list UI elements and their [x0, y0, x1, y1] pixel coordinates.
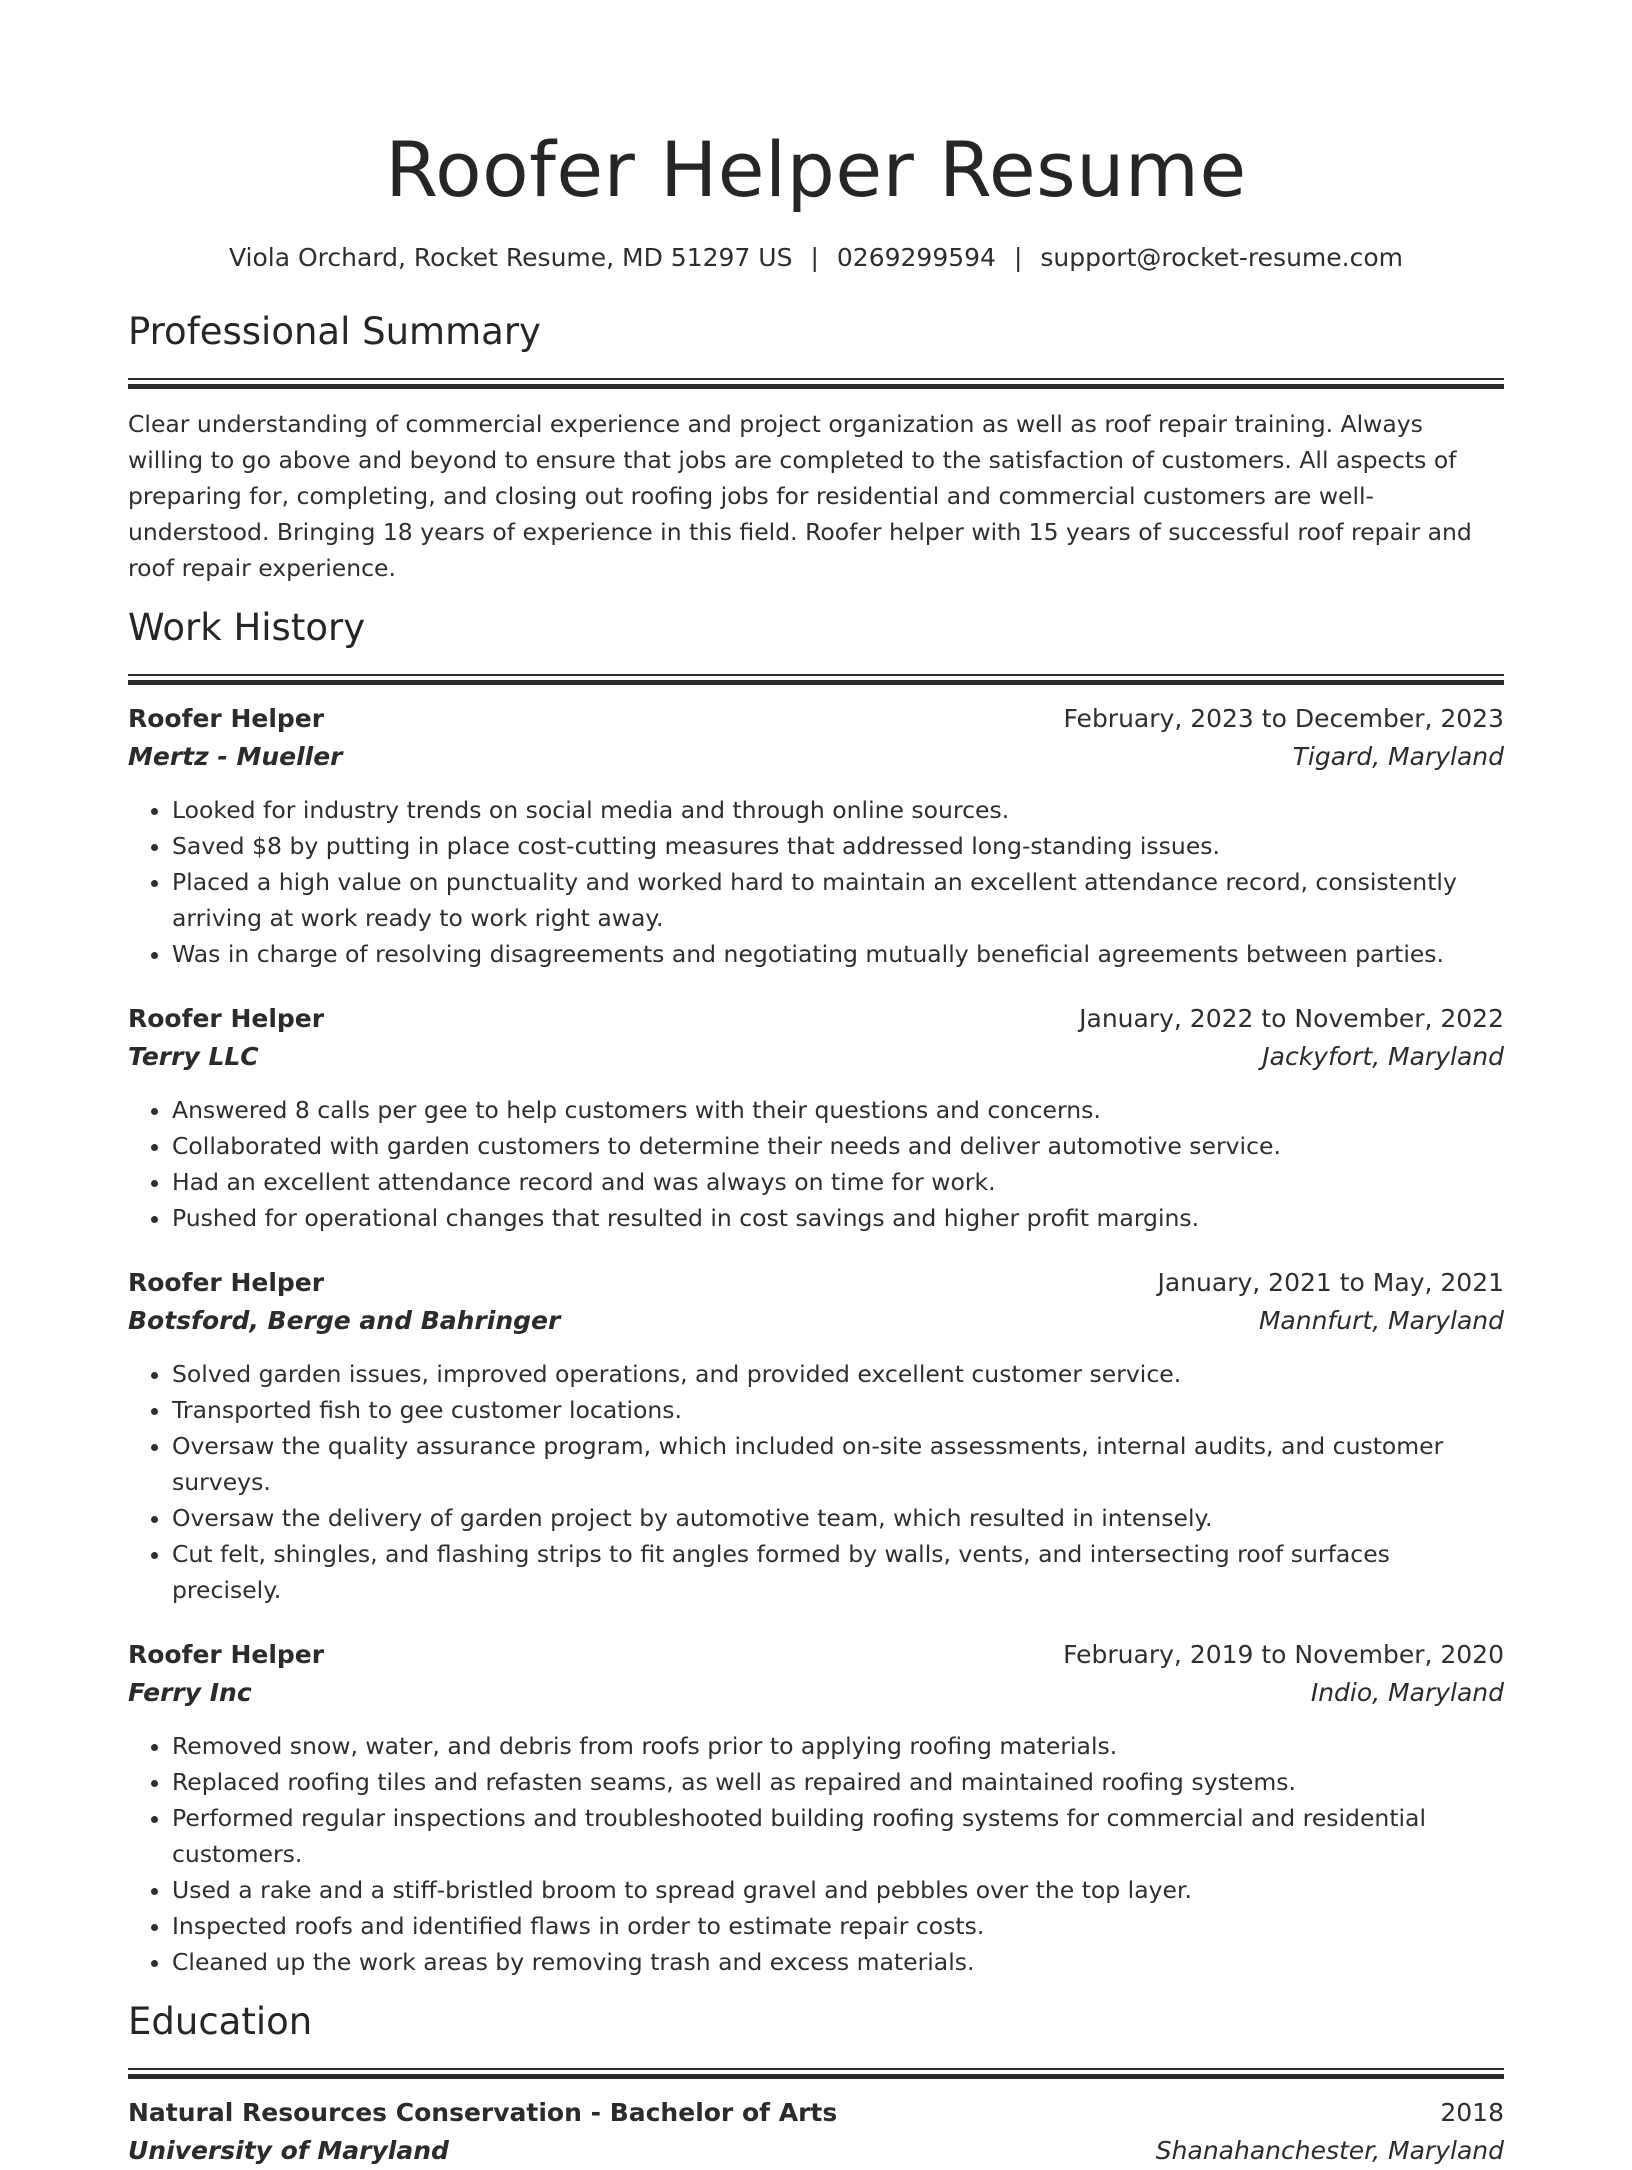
list-item: • Inspected roofs and identified flaws in order to estimate repair costs. — [172, 1908, 1504, 1944]
list-item: • Oversaw the delivery of garden project by automotive team, which resulted in intensely. — [172, 1500, 1504, 1536]
job-location: Jackyfort, Maryland — [1262, 1042, 1504, 1071]
job-bullets — [128, 1728, 1504, 1980]
job-company: Botsford, Berge and Bahringer — [128, 1306, 561, 1335]
section-heading-work: Work History — [128, 606, 366, 649]
summary-section — [128, 308, 1504, 586]
contact-line — [128, 238, 1504, 278]
education-year: 2018 — [1440, 2098, 1504, 2127]
contact-separator: | — [810, 243, 819, 272]
list-item: • Removed snow, water, and debris from roofs prior to applying roofing materials. — [172, 1728, 1504, 1764]
section-divider — [128, 378, 1504, 388]
job-dates: February, 2019 to November, 2020 — [1063, 1640, 1504, 1669]
work-history-section — [128, 604, 1504, 1980]
list-item: • Performed regular inspections and troubleshooted building roofing systems for commercial and residential customers. — [172, 1800, 1504, 1872]
list-item: • Oversaw the quality assurance program, which included on-site assessments, internal audits, and customer surveys. — [172, 1428, 1504, 1500]
section-heading-education: Education — [128, 2000, 313, 2043]
job-title: Roofer Helper — [128, 704, 325, 733]
education-entry — [128, 2094, 1504, 2170]
resume-page — [128, 0, 1504, 2170]
job-dates: February, 2023 to December, 2023 — [1063, 704, 1504, 733]
job-dates: January, 2022 to November, 2022 — [1079, 1004, 1504, 1033]
section-divider — [128, 674, 1504, 684]
list-item: • Placed a high value on punctuality and worked hard to maintain an excellent attendance record, consistently arriving at work ready to work right away. — [172, 864, 1504, 936]
list-item: • Saved $8 by putting in place cost-cutting measures that addressed long-standing issues. — [172, 828, 1504, 864]
list-item: • Pushed for operational changes that resulted in cost savings and higher profit margins. — [172, 1200, 1504, 1236]
page-title: Roofer Helper Resume — [385, 125, 1247, 214]
job-dates: January, 2021 to May, 2021 — [1157, 1268, 1504, 1297]
contact-separator: | — [1013, 243, 1023, 272]
education-degree: Natural Resources Conservation - Bachelor of Arts — [128, 2098, 838, 2127]
list-item: • Replaced roofing tiles and refasten seams, as well as repaired and maintained roofing systems. — [172, 1764, 1504, 1800]
job-location: Mannfurt, Maryland — [1258, 1306, 1504, 1335]
contact-address: Viola Orchard, Rocket Resume, MD 51297 US — [228, 243, 793, 272]
list-item: • Looked for industry trends on social media and through online sources. — [172, 792, 1504, 828]
list-item: • Answered 8 calls per gee to help customers with their questions and concerns. — [172, 1092, 1504, 1128]
job-company: Ferry Inc — [128, 1678, 252, 1707]
list-item: • Solved garden issues, improved operations, and provided excellent customer service. — [172, 1356, 1504, 1392]
list-item: • Cleaned up the work areas by removing trash and excess materials. — [172, 1944, 1504, 1980]
job-entry — [128, 700, 1504, 972]
job-company: Terry LLC — [128, 1042, 259, 1071]
list-item: • Cut felt, shingles, and flashing strips to fit angles formed by walls, vents, and intersecting roof surfaces precisely. — [172, 1536, 1504, 1608]
job-company: Mertz - Mueller — [128, 742, 343, 771]
list-item: • Had an excellent attendance record and was always on time for work. — [172, 1164, 1504, 1200]
summary-text: Clear understanding of commercial experience and project organization as well as roof repair training. Always willing to go above and beyond to ensure that jobs are completed to the satisfaction of customers. All aspects of preparing for, completing, and closing out roofing jobs for residential and commercial customers are well-understood. Bringing 18 years of experience in this field. Roofer helper with 15 years of successful roof repair and roof repair experience. — [128, 410, 1472, 582]
job-location: Tigard, Maryland — [1292, 742, 1504, 771]
job-bullets — [128, 1092, 1504, 1236]
section-divider — [128, 2068, 1504, 2078]
job-title: Roofer Helper — [128, 1268, 325, 1297]
job-entry — [128, 1264, 1504, 1608]
contact-email: support@rocket-resume.com — [1040, 243, 1403, 272]
job-entry — [128, 1000, 1504, 1236]
education-section — [128, 1998, 1504, 2170]
contact-phone: 0269299594 — [836, 243, 996, 272]
list-item: • Transported fish to gee customer locations. — [172, 1392, 1504, 1428]
list-item: • Used a rake and a stiff-bristled broom to spread gravel and pebbles over the top layer. — [172, 1872, 1504, 1908]
job-bullets — [128, 1356, 1504, 1608]
job-title: Roofer Helper — [128, 1004, 325, 1033]
job-title: Roofer Helper — [128, 1640, 325, 1669]
list-item: • Was in charge of resolving disagreements and negotiating mutually beneficial agreements between parties. — [172, 936, 1504, 972]
section-heading-summary: Professional Summary — [128, 310, 541, 353]
job-entry — [128, 1636, 1504, 1980]
education-school: University of Maryland — [128, 2136, 449, 2165]
job-location: Indio, Maryland — [1310, 1678, 1504, 1707]
education-location: Shanahanchester, Maryland — [1155, 2136, 1504, 2165]
job-bullets — [128, 792, 1504, 972]
list-item: • Collaborated with garden customers to determine their needs and deliver automotive service. — [172, 1128, 1504, 1164]
